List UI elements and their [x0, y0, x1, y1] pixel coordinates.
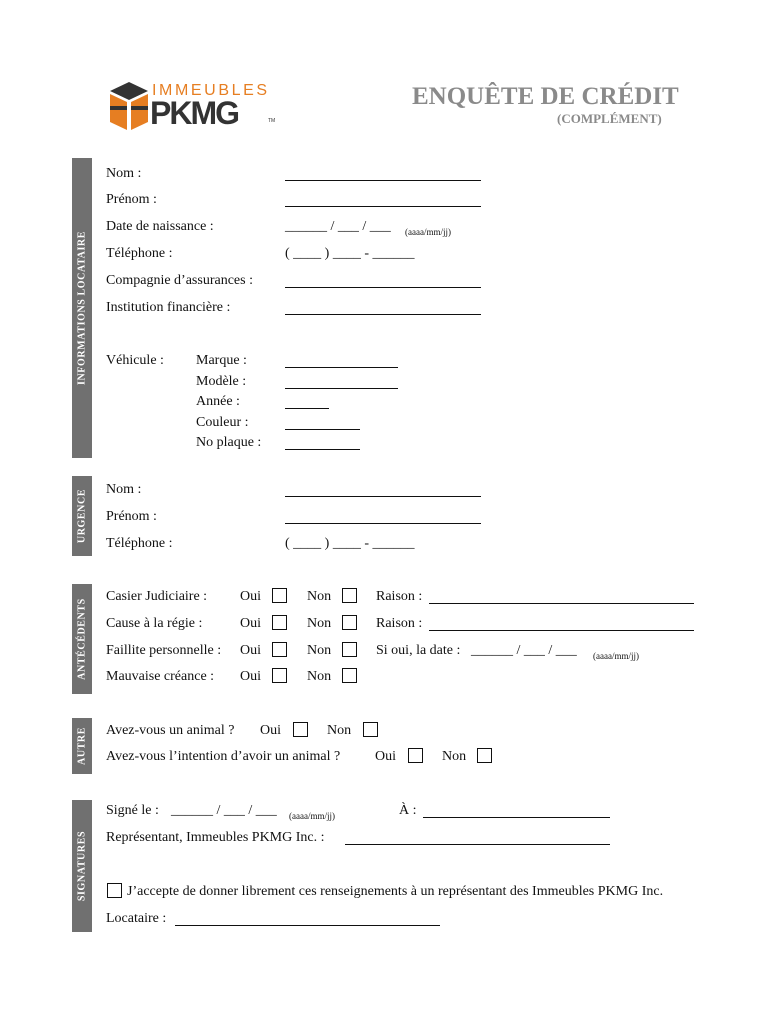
animal-oui-checkbox[interactable]	[293, 722, 308, 737]
locataire-nom-label: Nom :	[106, 166, 142, 181]
intention-non-label: Non	[442, 749, 467, 764]
vehicule-marque-label: Marque :	[196, 353, 247, 368]
urgence-prenom-label: Prénom :	[106, 509, 157, 524]
mauvaise-non-checkbox[interactable]	[342, 668, 357, 683]
consent-checkbox[interactable]	[107, 883, 122, 898]
intention-oui-checkbox[interactable]	[408, 748, 423, 763]
locataire-assurances-label: Compagnie d’assurances :	[106, 273, 253, 288]
mauvaise-oui-checkbox[interactable]	[272, 668, 287, 683]
locataire-date-naissance-label: Date de naissance :	[106, 219, 214, 234]
vehicule-couleur-field[interactable]	[285, 429, 360, 430]
company-logo	[108, 80, 283, 132]
vehicule-annee-field[interactable]	[285, 408, 329, 409]
mauvaise-oui-label: Oui	[240, 669, 261, 684]
faillite-non-checkbox[interactable]	[342, 642, 357, 657]
vehicule-modele-label: Modèle :	[196, 374, 247, 389]
page-subtitle: (COMPLÉMENT)	[557, 111, 662, 126]
locataire-prenom-label: Prénom :	[106, 192, 157, 207]
cause-oui-checkbox[interactable]	[272, 615, 287, 630]
faillite-label: Faillite personnelle :	[106, 643, 222, 658]
vehicule-label: Véhicule :	[106, 353, 164, 368]
page-title: ENQUÊTE DE CRÉDIT	[412, 83, 679, 110]
cause-non-checkbox[interactable]	[342, 615, 357, 630]
animal-oui-label: Oui	[260, 723, 281, 738]
vehicule-plaque-field[interactable]	[285, 449, 360, 450]
locataire-institution-field[interactable]	[285, 314, 481, 315]
vehicule-marque-field[interactable]	[285, 367, 398, 368]
casier-raison-field[interactable]	[429, 603, 694, 604]
urgence-nom-field[interactable]	[285, 496, 481, 497]
representant-field[interactable]	[345, 844, 610, 845]
faillite-non-label: Non	[307, 643, 332, 658]
urgence-telephone-label: Téléphone :	[106, 536, 173, 551]
intention-oui-label: Oui	[375, 749, 396, 764]
representant-label: Représentant, Immeubles PKMG Inc. :	[106, 830, 325, 845]
casier-non-checkbox[interactable]	[342, 588, 357, 603]
locataire-signature-field[interactable]	[175, 925, 440, 926]
consent-text: J’accepte de donner librement ces renseignements à un représentant des Immeubles PKMG Inc.	[127, 884, 664, 899]
section-label-locataire: INFORMATIONS LOCATAIRE	[72, 158, 92, 458]
animal-question: Avez-vous un animal ?	[106, 723, 235, 738]
locataire-telephone-field[interactable]: ( ____ ) ____ - ______	[285, 246, 415, 261]
faillite-date-field[interactable]: ______ / ___ / ___	[471, 643, 577, 658]
cause-raison-label: Raison :	[376, 616, 423, 631]
locataire-assurances-field[interactable]	[285, 287, 481, 288]
vehicule-annee-label: Année :	[196, 394, 240, 409]
logo-line2: PKMG	[150, 95, 238, 131]
casier-non-label: Non	[307, 589, 332, 604]
logo-line1: IMMEUBLES	[152, 82, 270, 99]
casier-oui-label: Oui	[240, 589, 261, 604]
locataire-date-naissance-field[interactable]: ______ / ___ / ___	[285, 219, 391, 234]
logo-cube-icon	[108, 80, 150, 132]
intention-non-checkbox[interactable]	[477, 748, 492, 763]
faillite-oui-label: Oui	[240, 643, 261, 658]
casier-label: Casier Judiciaire :	[106, 589, 208, 604]
animal-non-checkbox[interactable]	[363, 722, 378, 737]
section-label-signatures: SIGNATURES	[72, 800, 92, 932]
locataire-telephone-label: Téléphone :	[106, 246, 173, 261]
intention-question: Avez-vous l’intention d’avoir un animal ?	[106, 749, 341, 764]
urgence-telephone-field[interactable]: ( ____ ) ____ - ______	[285, 536, 415, 551]
casier-oui-checkbox[interactable]	[272, 588, 287, 603]
vehicule-modele-field[interactable]	[285, 388, 398, 389]
lieu-label: À :	[399, 803, 417, 818]
faillite-date-format: (aaaa/mm/jj)	[593, 651, 639, 661]
vehicule-couleur-label: Couleur :	[196, 415, 249, 430]
animal-non-label: Non	[327, 723, 352, 738]
signe-le-date-format: (aaaa/mm/jj)	[289, 811, 335, 821]
cause-oui-label: Oui	[240, 616, 261, 631]
cause-raison-field[interactable]	[429, 630, 694, 631]
signe-le-label: Signé le :	[106, 803, 159, 818]
signe-le-date-field[interactable]: ______ / ___ / ___	[171, 803, 277, 818]
mauvaise-non-label: Non	[307, 669, 332, 684]
section-label-autre: AUTRE	[72, 718, 92, 774]
cause-non-label: Non	[307, 616, 332, 631]
locataire-institution-label: Institution financière :	[106, 300, 231, 315]
lieu-field[interactable]	[423, 817, 610, 818]
urgence-prenom-field[interactable]	[285, 523, 481, 524]
faillite-oui-checkbox[interactable]	[272, 642, 287, 657]
locataire-prenom-field[interactable]	[285, 206, 481, 207]
vehicule-plaque-label: No plaque :	[196, 435, 262, 450]
locataire-nom-field[interactable]	[285, 180, 481, 181]
section-label-antecedents: ANTÉCÉDENTS	[72, 584, 92, 694]
mauvaise-label: Mauvaise créance :	[106, 669, 215, 684]
logo-tm: TM	[268, 118, 276, 124]
faillite-date-label: Si oui, la date :	[376, 643, 461, 658]
locataire-signature-label: Locataire :	[106, 911, 167, 926]
locataire-date-format: (aaaa/mm/jj)	[405, 227, 451, 237]
cause-label: Cause à la régie :	[106, 616, 203, 631]
urgence-nom-label: Nom :	[106, 482, 142, 497]
casier-raison-label: Raison :	[376, 589, 423, 604]
section-label-urgence: URGENCE	[72, 476, 92, 556]
